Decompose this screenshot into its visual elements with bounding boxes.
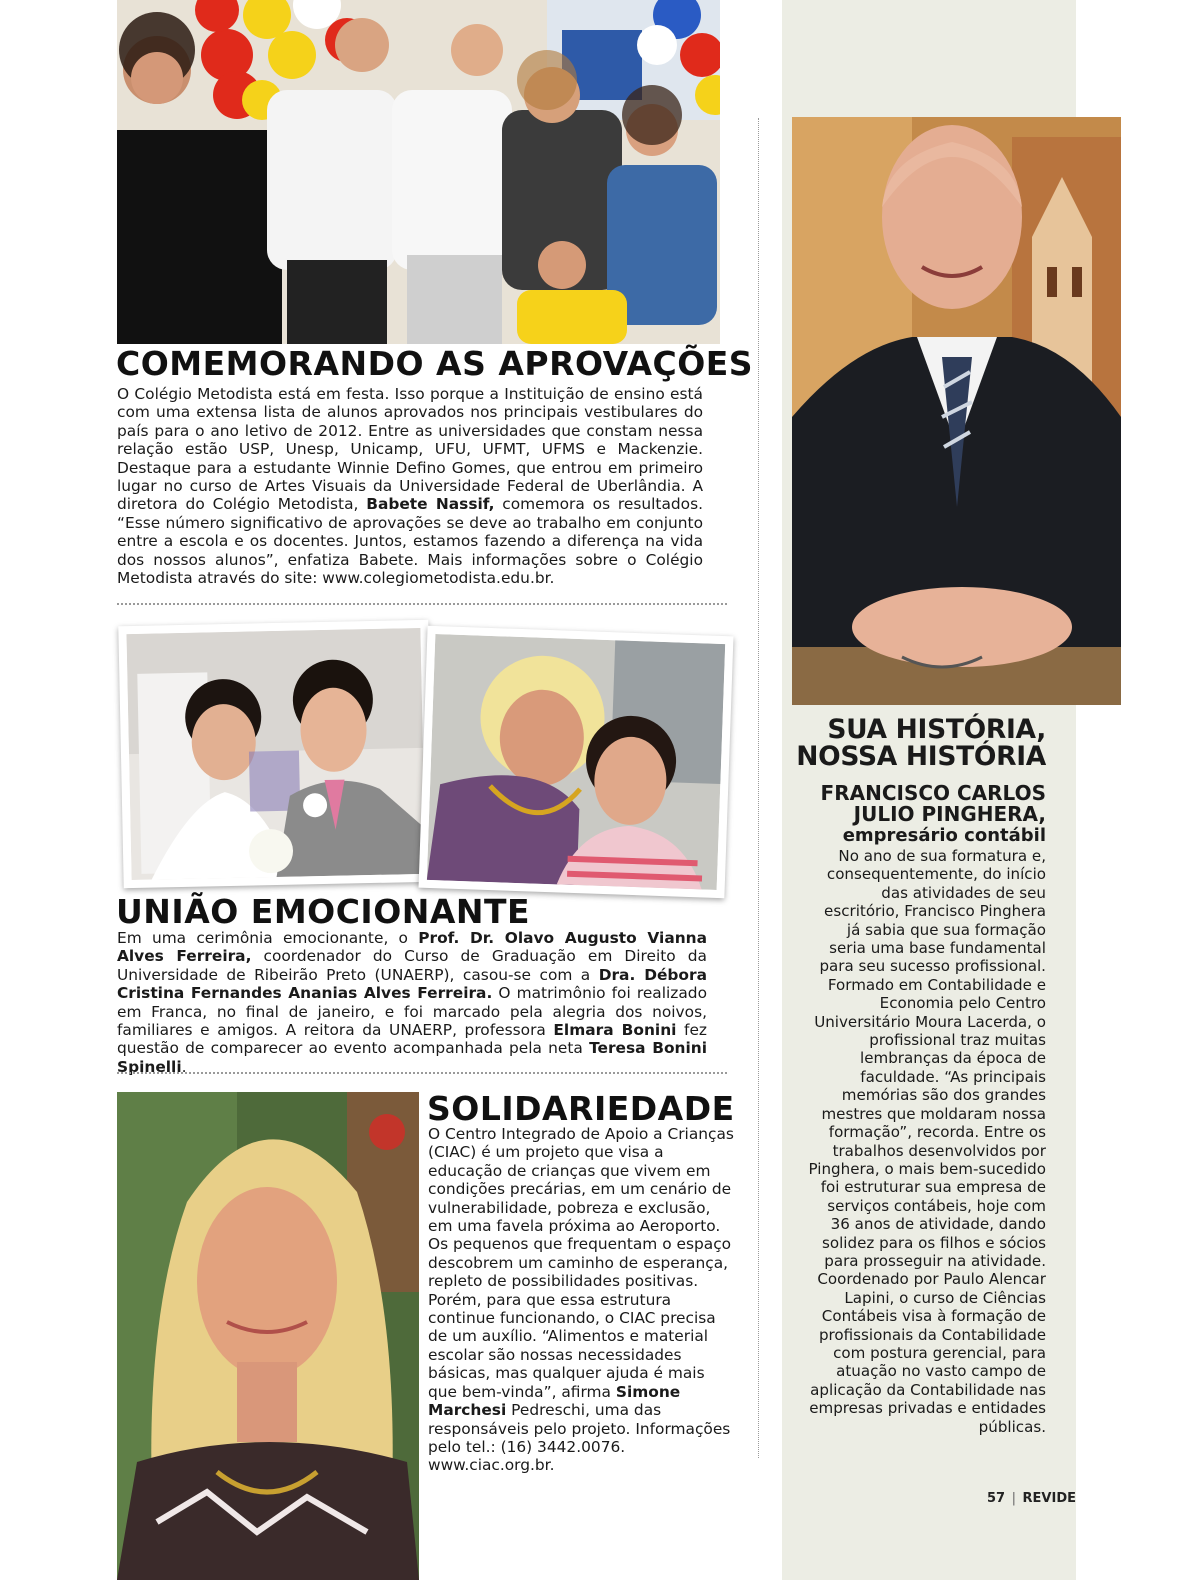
section-divider [117, 603, 727, 605]
section-title-aprovacoes: COMEMORANDO AS APROVAÇÕES [116, 344, 754, 383]
magazine-name: REVIDE [1022, 1491, 1076, 1506]
section-title-solidariedade: SOLIDARIEDADE [427, 1089, 735, 1128]
body-text: O Colégio Metodista está em festa. Isso porque a Instituição de ensino está com uma extensa lista de alunos aprovados nos principais vestibulares do país para o ano letivo de 2012. Entre as universidades que constam nessa relação estão USP, Unesp, Unicamp, UFU, UFMT, UFMS e Mackenzie. Destaque para a estudante Winnie Defino Gomes, que entrou em primeiro lugar no curso de Artes Visuais da Universidade Federal de Uberlândia. A diretora do Colégio Metodista, [117, 385, 703, 514]
section-body-aprovacoes [117, 385, 703, 587]
section-title-uniao: UNIÃO EMOCIONANTE [116, 892, 531, 931]
simone-portrait-photo [117, 1092, 419, 1580]
section-body-solidariedade [428, 1125, 738, 1475]
body-text: coordenador do Curso de Graduação em Direito da Universidade de Ribeirão Preto (UNAERP), casou-se com a [117, 947, 707, 984]
column-divider [758, 118, 759, 1458]
footer-separator: | [1011, 1491, 1016, 1506]
person-name: Babete Nassif, [366, 495, 495, 514]
person-name: Elmara Bonini [553, 1021, 677, 1040]
body-text: Em uma cerimônia emocionante, o [117, 929, 419, 947]
person-name: Dra. Débora Cristina Fernandes Ananias Alves Ferreira. [117, 965, 707, 1003]
person-name: Prof. Dr. Olavo Augusto Vianna Alves Ferreira, [117, 929, 708, 966]
francisco-portrait-photo [792, 117, 1121, 705]
person-name: Teresa Bonini Spinelli [117, 1039, 708, 1076]
body-text: Pedreschi, uma das responsáveis pelo projeto. Informações pelo tel.: (16) 3442.0076. www.ciac.org.br. [428, 1401, 731, 1475]
section-body-uniao [117, 929, 707, 1076]
students-celebration-photo [117, 0, 720, 344]
body-text: fez questão de comparecer ao evento acompanhada pela neta [117, 1021, 707, 1058]
grandmother-granddaughter-photo [419, 626, 734, 899]
wedding-couple-photo [118, 620, 433, 888]
sidebar-title-line2: NOSSA HISTÓRIA [796, 741, 1046, 772]
body-text: O matrimônio foi realizado em Franca, no final de janeiro, e foi marcado pela alegria dos noivos, familiares e amigos. A reitora da UNAERP, professora [117, 984, 707, 1040]
section-divider [117, 1072, 727, 1074]
page-footer [980, 1491, 1076, 1506]
body-text: O Centro Integrado de Apoio a Crianças (CIAC) é um projeto que visa a educação de crianças que vivem em condições precárias, em um cenário de vulnerabilidade, pobreza e exclusão, em uma favela próxima ao Aeroporto. Os pequenos que frequentam o espaço descobrem um caminho de esperança, repleto de possibilidades positivas. Porém, para que essa estrutura continue funcionando, o CIAC precisa de um auxílio. “Alimentos e material escolar são nossas necessidades básicas, mas qualquer ajuda é mais que bem-vinda”, afirma [428, 1125, 734, 1401]
sidebar-title [792, 716, 1046, 770]
sidebar-person [792, 783, 1046, 846]
sidebar-title-line1: SUA HISTÓRIA, [827, 714, 1046, 745]
page-number: 57 [986, 1491, 1006, 1506]
person-name-line2: JULIO PINGHERA, [853, 802, 1046, 826]
sidebar-body: No ano de sua formatura e, consequentemente, do início das atividades de seu escritório, Francisco Pinghera já sabia que sua formação seria uma base fundamental para seu sucesso profissional. Formado em Contabilidade e Economia pelo Centro Universitário Moura Lacerda, o profissional traz muitas lembranças da época de faculdade. “As principais memórias são dos grandes mestres que moldaram nossa formação”, recorda. Entre os trabalhos desenvolvidos por Pinghera, o mais bem-sucedido foi estruturar sua empresa de serviços contábeis, hoje com 36 anos de atividade, dando solidez para os filhos e sócios para prosseguir na atividade. Coordenado por Paulo Alencar Lapini, o curso de Ciências Contábeis visa à formação de profissionais da Contabilidade com postura gerencial, para atuação no vasto campo de aplicação da Contabilidade nas empresas privadas e entidades públicas. [808, 847, 1046, 1436]
body-text: comemora os resultados. “Esse número significativo de aprovações se deve ao trabalho em conjunto entre a escola e os docentes. Juntos, estamos fazendo a diferença na vida dos nossos alunos”, enfatiza Babete. Mais informações sobre o Colégio Metodista através do site: www.colegiometodista.edu.br. [117, 495, 703, 588]
person-name: Simone Marchesi [428, 1382, 681, 1420]
person-name-line1: FRANCISCO CARLOS [820, 781, 1046, 805]
person-role: empresário contábil [842, 825, 1046, 846]
body-text: . [181, 1057, 187, 1076]
